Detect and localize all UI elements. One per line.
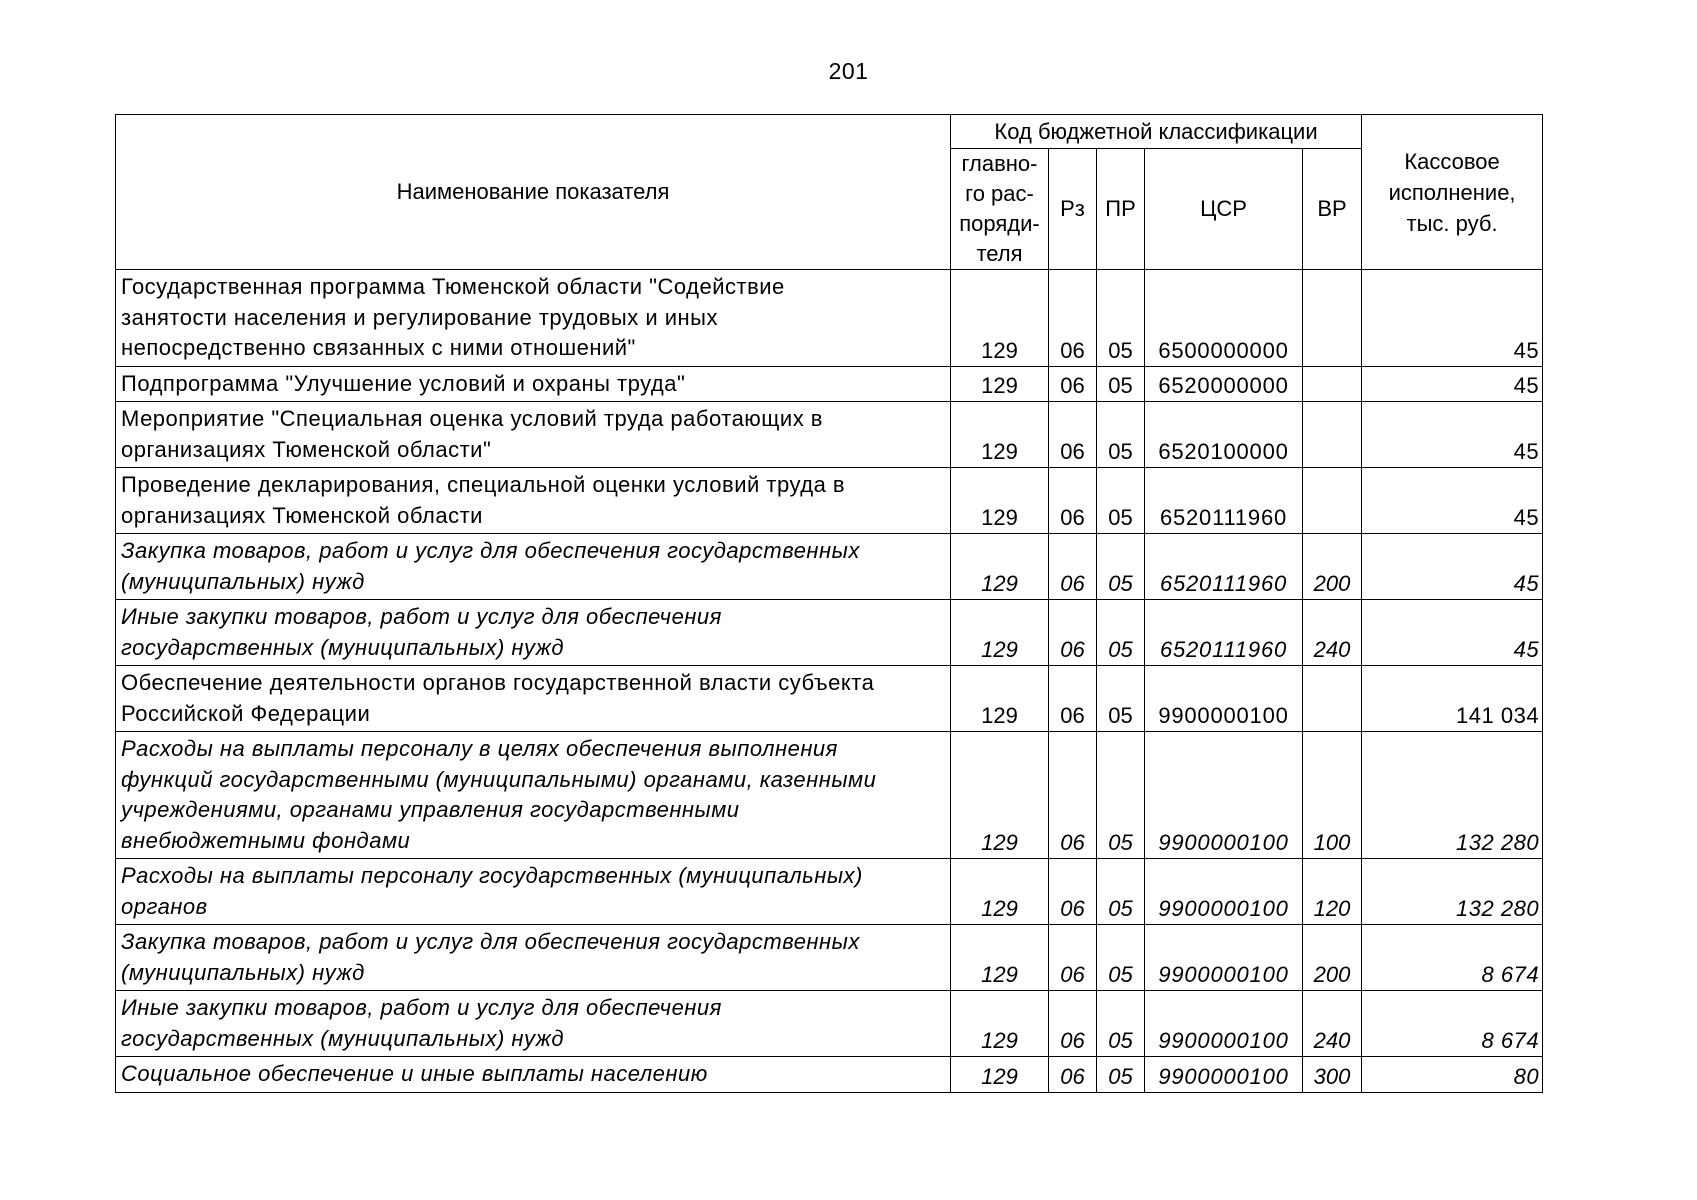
row-name-line: органов (121, 893, 208, 919)
row-name-line: государственных (муниципальных) нужд (121, 634, 565, 660)
glavny-code-cell: 129 (951, 991, 1049, 1057)
amount-cell: 141 034 (1362, 666, 1543, 732)
table-row (116, 1057, 1543, 1093)
glavny-code-cell: 129 (951, 925, 1049, 991)
rz-code-cell: 06 (1049, 1057, 1097, 1093)
table-row (116, 991, 1543, 1057)
vr-code-cell (1303, 666, 1362, 732)
glavny-code-cell: 129 (951, 402, 1049, 468)
vr-code-cell (1303, 402, 1362, 468)
rz-code-cell: 06 (1049, 468, 1097, 534)
vr-code-cell: 300 (1303, 1057, 1362, 1093)
row-name-line: функций государственными (муниципальными) органами, казенными (121, 766, 877, 792)
column-header-pr: ПР (1097, 149, 1145, 270)
table-row (116, 732, 1543, 859)
glavny-code-cell: 129 (951, 468, 1049, 534)
csr-code-cell: 6520111960 (1145, 600, 1303, 666)
pr-code-cell: 05 (1097, 666, 1145, 732)
amount-cell: 45 (1362, 270, 1543, 367)
column-header-glavny (951, 149, 1049, 270)
csr-code-cell: 9900000100 (1145, 859, 1303, 925)
row-name-cell (116, 666, 951, 732)
amount-cell: 8 674 (1362, 991, 1543, 1057)
glavny-code-cell: 129 (951, 1057, 1049, 1093)
csr-code-cell: 9900000100 (1145, 925, 1303, 991)
rz-code-cell: 06 (1049, 859, 1097, 925)
row-name-line: Государственная программа Тюменской области "Содействие (121, 274, 785, 299)
vr-code-cell: 240 (1303, 991, 1362, 1057)
vr-code-cell (1303, 366, 1362, 402)
rz-code-cell: 06 (1049, 270, 1097, 367)
glavny-code-cell: 129 (951, 534, 1049, 600)
amount-cell: 132 280 (1362, 859, 1543, 925)
pr-code-cell: 05 (1097, 925, 1145, 991)
table-row (116, 666, 1543, 732)
row-name-cell (116, 270, 951, 367)
row-name-line: Расходы на выплаты персоналу государственных (муниципальных) (121, 863, 863, 888)
csr-code-cell: 9900000100 (1145, 991, 1303, 1057)
csr-code-cell: 9900000100 (1145, 666, 1303, 732)
amount-cell: 80 (1362, 1057, 1543, 1093)
column-header-csr: ЦСР (1145, 149, 1303, 270)
glavny-line-3: поряди- (959, 211, 1040, 236)
row-name-line: (муниципальных) нужд (121, 959, 365, 985)
column-header-kassovoe (1362, 115, 1543, 270)
column-header-name: Наименование показателя (116, 115, 951, 270)
amount-cell: 45 (1362, 402, 1543, 468)
table-row (116, 366, 1543, 402)
table-row (116, 270, 1543, 367)
kassovoe-line-1: Кассовое (1404, 148, 1500, 174)
csr-code-cell: 6520000000 (1145, 366, 1303, 402)
row-name-line: занятости населения и регулирование трудовых и иных (121, 304, 718, 330)
table-row (116, 925, 1543, 991)
row-name-line: Проведение декларирования, специальной оценки условий труда в (121, 472, 846, 497)
vr-code-cell: 120 (1303, 859, 1362, 925)
glavny-code-cell: 129 (951, 859, 1049, 925)
kassovoe-line-3: тыс. руб. (1406, 210, 1498, 236)
page-number: 201 (828, 58, 869, 84)
row-name-line: организациях Тюменской области" (121, 436, 492, 462)
csr-code-cell: 9900000100 (1145, 732, 1303, 859)
table-row (116, 859, 1543, 925)
csr-code-cell: 9900000100 (1145, 1057, 1303, 1093)
vr-code-cell: 200 (1303, 925, 1362, 991)
amount-cell: 8 674 (1362, 925, 1543, 991)
rz-code-cell: 06 (1049, 600, 1097, 666)
row-name-line: (муниципальных) нужд (121, 568, 365, 594)
row-name-line: Обеспечение деятельности органов государственной власти субъекта (121, 670, 875, 695)
row-name-cell (116, 1057, 951, 1093)
rz-code-cell: 06 (1049, 666, 1097, 732)
row-name-line: Российской Федерации (121, 700, 371, 726)
csr-code-cell: 6500000000 (1145, 270, 1303, 367)
rz-code-cell: 06 (1049, 991, 1097, 1057)
glavny-code-cell: 129 (951, 666, 1049, 732)
amount-cell: 132 280 (1362, 732, 1543, 859)
row-name-cell (116, 925, 951, 991)
vr-code-cell (1303, 270, 1362, 367)
table-row (116, 402, 1543, 468)
pr-code-cell: 05 (1097, 991, 1145, 1057)
pr-code-cell: 05 (1097, 600, 1145, 666)
row-name-line: государственных (муниципальных) нужд (121, 1025, 565, 1051)
row-name-line: учреждениями, органами управления государственными (121, 797, 740, 822)
row-name-line: Мероприятие "Специальная оценка условий труда работающих в (121, 406, 823, 431)
row-name-line: Расходы на выплаты персоналу в целях обеспечения выполнения (121, 736, 838, 761)
pr-code-cell: 05 (1097, 1057, 1145, 1093)
row-name-line: организациях Тюменской области (121, 502, 483, 528)
csr-code-cell: 6520111960 (1145, 468, 1303, 534)
row-name-line: внебюджетными фондами (121, 827, 411, 853)
header-row-1 (116, 115, 1543, 149)
row-name-line: Закупка товаров, работ и услуг для обеспечения государственных (121, 929, 860, 954)
row-name-line: Иные закупки товаров, работ и услуг для обеспечения (121, 995, 722, 1020)
row-name-cell (116, 732, 951, 859)
column-header-vr: ВР (1303, 149, 1362, 270)
row-name-line: Подпрограмма "Улучшение условий и охраны труда" (121, 370, 686, 396)
amount-cell: 45 (1362, 534, 1543, 600)
row-name-line: непосредственно связанных с ними отношений" (121, 335, 636, 360)
row-name-cell (116, 859, 951, 925)
amount-cell: 45 (1362, 600, 1543, 666)
glavny-code-cell: 129 (951, 366, 1049, 402)
rz-code-cell: 06 (1049, 402, 1097, 468)
row-name-cell (116, 366, 951, 402)
table-row (116, 600, 1543, 666)
row-name-cell (116, 991, 951, 1057)
vr-code-cell (1303, 468, 1362, 534)
rz-code-cell: 06 (1049, 366, 1097, 402)
pr-code-cell: 05 (1097, 859, 1145, 925)
pr-code-cell: 05 (1097, 270, 1145, 367)
table-body (116, 270, 1543, 1093)
pr-code-cell: 05 (1097, 366, 1145, 402)
amount-cell: 45 (1362, 468, 1543, 534)
column-header-rz: Рз (1049, 149, 1097, 270)
table-row (116, 468, 1543, 534)
vr-code-cell: 240 (1303, 600, 1362, 666)
glavny-line-1: главно- (961, 151, 1038, 176)
glavny-line-4: теля (976, 241, 1023, 266)
glavny-code-cell: 129 (951, 732, 1049, 859)
row-name-line: Социальное обеспечение и иные выплаты населению (121, 1061, 708, 1086)
glavny-code-cell: 129 (951, 600, 1049, 666)
vr-code-cell: 100 (1303, 732, 1362, 859)
glavny-code-cell: 129 (951, 270, 1049, 367)
pr-code-cell: 05 (1097, 534, 1145, 600)
vr-code-cell: 200 (1303, 534, 1362, 600)
row-name-line: Иные закупки товаров, работ и услуг для обеспечения (121, 604, 722, 629)
budget-table (115, 114, 1543, 1093)
pr-code-cell: 05 (1097, 468, 1145, 534)
row-name-cell (116, 534, 951, 600)
amount-cell: 45 (1362, 366, 1543, 402)
row-name-cell (116, 600, 951, 666)
rz-code-cell: 06 (1049, 534, 1097, 600)
column-header-kbk-group: Код бюджетной классификации (951, 115, 1362, 149)
glavny-line-2: го рас- (965, 181, 1034, 206)
kassovoe-line-2: исполнение, (1388, 179, 1516, 205)
row-name-cell (116, 402, 951, 468)
pr-code-cell: 05 (1097, 732, 1145, 859)
rz-code-cell: 06 (1049, 925, 1097, 991)
pr-code-cell: 05 (1097, 402, 1145, 468)
csr-code-cell: 6520100000 (1145, 402, 1303, 468)
table-row (116, 534, 1543, 600)
rz-code-cell: 06 (1049, 732, 1097, 859)
row-name-cell (116, 468, 951, 534)
csr-code-cell: 6520111960 (1145, 534, 1303, 600)
row-name-line: Закупка товаров, работ и услуг для обеспечения государственных (121, 538, 860, 563)
